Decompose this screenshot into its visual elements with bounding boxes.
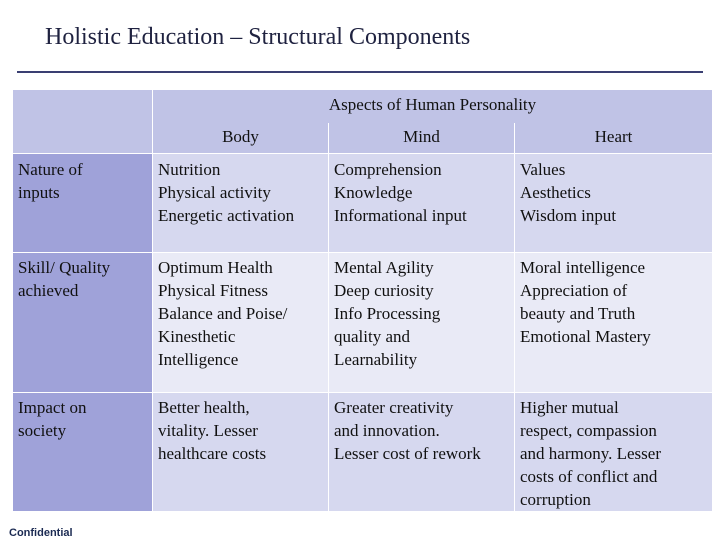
column-header-heart: Heart bbox=[515, 123, 713, 154]
cell-line: Physical Fitness bbox=[158, 281, 269, 300]
cell-line: Skill/ Quality bbox=[18, 258, 111, 277]
corner-cell bbox=[13, 123, 153, 154]
row-header bbox=[13, 253, 153, 393]
cell-line: Optimum Health bbox=[158, 258, 273, 277]
cell-line: costs of conflict and bbox=[520, 467, 658, 486]
body-cell bbox=[153, 253, 329, 393]
cell-line: society bbox=[18, 421, 67, 440]
cell-line: quality and bbox=[334, 327, 411, 346]
cell-line: Info Processing bbox=[334, 304, 441, 323]
cell-line: Balance and Poise/ bbox=[158, 304, 288, 323]
cell-line: Intelligence bbox=[158, 350, 239, 369]
cell-line: Higher mutual bbox=[520, 398, 619, 417]
mind-cell bbox=[329, 393, 515, 512]
mind-cell bbox=[329, 253, 515, 393]
cell-line: Physical activity bbox=[158, 183, 271, 202]
cell-line: corruption bbox=[520, 490, 591, 509]
cell-line: Impact on bbox=[18, 398, 87, 417]
slide-title: Holistic Education – Structural Components bbox=[45, 24, 471, 50]
components-table bbox=[12, 90, 713, 511]
row-header bbox=[13, 393, 153, 512]
cell-line: healthcare costs bbox=[158, 444, 267, 463]
cell-line: Nutrition bbox=[158, 160, 221, 179]
cell-line: and innovation. bbox=[334, 421, 440, 440]
cell-line: Lesser cost of rework bbox=[334, 444, 481, 463]
confidential-footer: Confidential bbox=[9, 527, 73, 539]
corner-cell bbox=[13, 90, 153, 123]
row-header bbox=[13, 154, 153, 253]
body-cell bbox=[153, 154, 329, 253]
cell-line: and harmony. Lesser bbox=[520, 444, 661, 463]
aspects-header: Aspects of Human Personality bbox=[153, 90, 713, 123]
cell-line: Emotional Mastery bbox=[520, 327, 651, 346]
cell-line: Greater creativity bbox=[334, 398, 454, 417]
cell-line: Wisdom input bbox=[520, 206, 617, 225]
heart-cell bbox=[515, 253, 713, 393]
body-cell bbox=[153, 393, 329, 512]
cell-line: Nature of bbox=[18, 160, 83, 179]
cell-line: Comprehension bbox=[334, 160, 442, 179]
mind-cell bbox=[329, 154, 515, 253]
cell-line: Kinesthetic bbox=[158, 327, 236, 346]
cell-line: Mental Agility bbox=[334, 258, 434, 277]
cell-line: inputs bbox=[18, 183, 60, 202]
cell-line: vitality. Lesser bbox=[158, 421, 258, 440]
cell-line: Knowledge bbox=[334, 183, 413, 202]
cell-line: Appreciation of bbox=[520, 281, 628, 300]
cell-line: respect, compassion bbox=[520, 421, 657, 440]
heart-cell bbox=[515, 393, 713, 512]
title-divider bbox=[17, 71, 703, 73]
table-row bbox=[13, 253, 713, 393]
cell-line: Deep curiosity bbox=[334, 281, 434, 300]
cell-line: Better health, bbox=[158, 398, 250, 417]
cell-line: Energetic activation bbox=[158, 206, 295, 225]
cell-line: Moral intelligence bbox=[520, 258, 646, 277]
table-row bbox=[13, 154, 713, 253]
heart-cell bbox=[515, 154, 713, 253]
cell-line: beauty and Truth bbox=[520, 304, 636, 323]
cell-line: Learnability bbox=[334, 350, 418, 369]
column-header-mind: Mind bbox=[329, 123, 515, 154]
column-header-body: Body bbox=[153, 123, 329, 154]
table-row bbox=[13, 393, 713, 512]
cell-line: Values bbox=[520, 160, 566, 179]
cell-line: achieved bbox=[18, 281, 79, 300]
cell-line: Aesthetics bbox=[520, 183, 591, 202]
cell-line: Informational input bbox=[334, 206, 467, 225]
